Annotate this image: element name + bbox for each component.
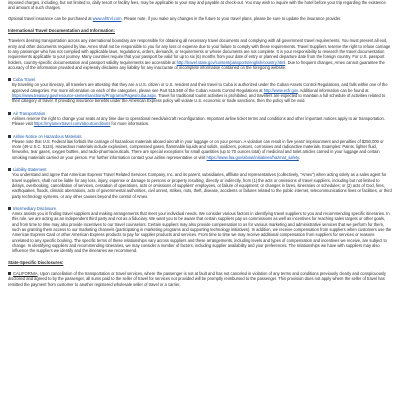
bullet-icon: [8, 272, 11, 275]
intl-travel-paragraph: [8, 38, 392, 70]
hazmat-section: [8, 134, 392, 160]
liability-body: You understand and agree that American Express Travel Related Services Company, Inc. and its parent, subsidiaries, affiliate and representatives (collectively, "Amex") when acting solely as a sales agent for travel suppliers, shall not be liable for any loss, injury, expense or damage to persons or property resulting, directly or indirectly, from (1) the acts or omissions of travel suppliers, including but not limited to delays, overbooking, cancellation of services, cessation of operations, acts or omissions of suppliers' employees, or failure of equipment; or changes in fares, itineraries or schedules; or (2) acts of God, fires, earthquakes, floods, climatic aberrations, acts of governmental authorities, civil unrest, strikes, riots, theft, disease, accidents or failures related to the public internet, telecommunications lines or facilities, or third party technology systems, or any other causes beyond the control of Amex.: [12, 172, 392, 199]
ecfr-link[interactable]: http://www.ecfr.gov: [263, 87, 298, 93]
cuba-travel-section: [8, 77, 392, 103]
air-transport-body: [8, 116, 392, 127]
bullet-icon: [8, 168, 11, 171]
liability-label: Liability Statement: [13, 167, 47, 173]
cuba-text-c: . Travel for traditional tourist activities is prohibited, and travelers are expected to maintain a full schedule of activities related to their category of travel. If providing insurance benefits under the American Express policy will violate U.S. economic or trade sanctions, then the policy will be void.: [12, 93, 386, 104]
air-text-a: Airlines reserve the right to change your seats at any time due to operational needs/aircraft reconfiguration. Important airline ticket terms and conditions and other important notices apply to air transportation. Please visit: [12, 115, 385, 127]
intermediary-label: Intermediary Disclosure: [13, 205, 56, 211]
bullet-icon: [8, 135, 11, 138]
air-transport-label: Air Transportation: [13, 110, 46, 116]
amextravel-conditions-link[interactable]: https://myamextravel.com/aboutconditions: [33, 121, 111, 127]
air-transport-section: [8, 111, 392, 127]
treasury-link[interactable]: https://www.treasury.gov/resource-center/sanctions/Programs/Pages/cuba.aspx: [12, 93, 156, 99]
cuba-travel-label: Cuba Travel: [13, 77, 36, 83]
hazmat-body: [8, 139, 392, 160]
bullet-icon: [8, 207, 11, 210]
state-gov-link[interactable]: http://travel.state.gov/content/passports/english/country.html: [176, 59, 286, 65]
intl-travel-heading: International Travel Documentation and Information:: [8, 27, 115, 33]
bullet-icon: [8, 112, 11, 115]
cuba-travel-body: [8, 82, 392, 103]
insurance-link[interactable]: www.afrtrvl.com: [92, 15, 122, 21]
intro-fees-text: imposed charges, including, but not limited to, daily resort or facility fees, may be applicable to your stay and payable at check-out. You may wish to inquire with the hotel before your trip regarding the existence and amount of such charges.: [8, 0, 386, 11]
state-disclosures-heading: State-Specific Disclosures:: [8, 260, 64, 266]
hazmat-text-b: .: [298, 154, 300, 160]
air-text-b: for more information.: [110, 121, 150, 127]
california-text: . Upon cancellation of the transportation or travel services, where the passenger is not at fault and has not canceled in violation of any terms and conditions previously clearly and conspicuously disclosed and agreed to by the passenger, all sums paid to the seller of travel for services not provided will be promptly reimbursed to the passenger. This provision does not apply where the seller of travel has remitted the payment from customer to another registered wholesale seller of travel or a carrier,: [8, 270, 386, 287]
liability-section: [8, 167, 392, 199]
california-label: CALIFORNIA: [13, 270, 38, 276]
intl-travel-text-a: Travelers desiring transportation across any international boundary are responsible for obtaining all necessary travel documents and complying with all government travel requirements. You must present all exit, entry and other documents required by law. Amex shall not be responsible to you for any loss or expense due to your failure to comply with these requirements. Travel Suppliers reserve the right to refuse carriage to any passenger who has not complied with applicable laws, regulations, orders, demands, or requirements or whose documents are not complete. It is your responsibility to research the travel documentation requirements applicable to your journey. Many countries require that your passport be valid for up to six (6) months from your date of entry or planned departure date from the foreign country. For U.S. passport holders, country-specific documentation and passport validity requirements are accessible at: [8, 38, 391, 65]
insurance-paragraph: [8, 16, 392, 21]
bullet-icon: [8, 78, 11, 81]
california-section: [8, 271, 392, 287]
california-body: [8, 271, 392, 287]
intermediary-body: Amex assists you in finding travel suppliers and making arrangements that meet your individual needs. We consider various factors in identifying travel suppliers to you and recommending specific itineraries. In this role, we are acting as an independent third party and not as a fiduciary. We want you to be aware that certain suppliers pay us commissions as well as incentives for reaching sales targets or other goals, and from time to time may also provide incentives to our travel counselors. Certain suppliers may also provide compensation to us for various marketing and administrative services that we perform for them, such as granting them access to our marketing channels (participating in marketing programs and supporting technology initiatives). In addition, we receive compensation from suppliers when customers use the American Express Card or other American Express products to pay for supplier products and services. From time to time we may receive additional compensation from suppliers for services or reasons unrelated to any specific booking. The specific terms of these relationships vary across suppliers and these arrangements, including levels and types of compensation and incentives we receive, are subject to change. In identifying suppliers and recommending itineraries, we may consider a number of factors, including supplier availability and your preferences. The relationships we have with suppliers may also influence the suppliers we identify and the itineraries we recommend.: [12, 211, 392, 254]
cuba-text-b: . Additional information can be found at: [297, 87, 369, 93]
hazmat-text-a: Please note that U.S. Federal law forbids the carriage of hazardous materials aboard aircraft in your luggage or on your person. A violation can result in five years' imprisonment and penalties of $250,000 or more (49 U.S.C. 5124). Hazardous materials include explosives, compressed gases, flammable liquids and solids, oxidizers, poisons, corrosives and radioactive materials. Examples: Paints, lighter fluid, fireworks, tear gases, oxygen bottles, and radio-pharmaceuticals. There are special exceptions for small quantities (up to 70 ounces total) of medicinal and toilet articles carried in your luggage and certain smoking materials carried on your person. For further information contact your airline representative or visit: [12, 138, 384, 160]
insurance-text-a: Optional travel insurance can be purchased at: [8, 15, 93, 21]
intermediary-section: [8, 206, 392, 254]
faa-hazmat-link[interactable]: https://www.faa.gov/about/initiatives/hazmat_safety: [206, 154, 299, 160]
cuba-text-a: By traveling on your itinerary, all travelers are attesting that they are a U.S. citizen or U.S. resident and their travel to Cuba is authorized under the Cuban Assets Control Regulations, and falls within one of the approved categories. For more information on each of the categories, please see Part 515.560 of the Cuban Assets Control Regulations at: [12, 82, 388, 93]
intl-travel-text-b: . Due to frequent changes, Amex cannot guarantee the accuracy of the information provided and expressly disclaims any liability for any inaccurate or incomplete information contained on the foregoing website.: [8, 59, 385, 70]
hazmat-label: Airline Notice on Hazardous Materials: [13, 133, 82, 139]
intro-fees-paragraph: [8, 0, 392, 11]
insurance-text-b: . Please note, if you make any changes in the future to your travel plans, please be sure to update the insurance provider.: [121, 15, 342, 21]
